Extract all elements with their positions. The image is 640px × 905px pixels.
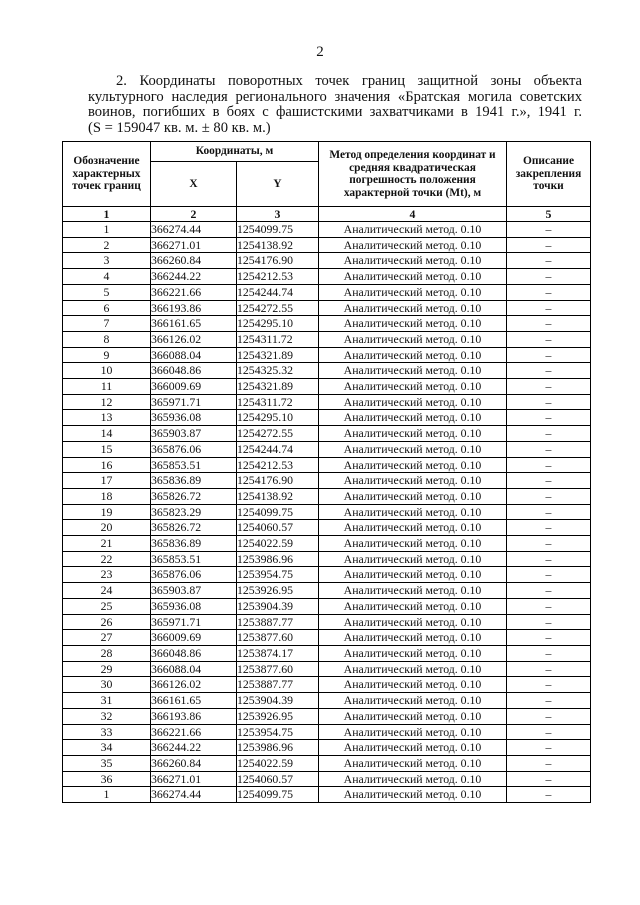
y-cell: 1254176.90 (237, 253, 319, 269)
y-cell: 1254311.72 (237, 394, 319, 410)
y-cell: 1253877.60 (237, 630, 319, 646)
x-cell: 366088.04 (151, 347, 237, 363)
method-cell: Аналитический метод. 0.10 (319, 284, 507, 300)
table-row (63, 551, 591, 567)
column-number: 4 (319, 207, 507, 222)
table-row (63, 426, 591, 442)
method-cell: Аналитический метод. 0.10 (319, 426, 507, 442)
table-row (63, 379, 591, 395)
point-cell: 16 (63, 457, 151, 473)
method-cell: Аналитический метод. 0.10 (319, 331, 507, 347)
table-row (63, 755, 591, 771)
point-cell: 17 (63, 473, 151, 489)
description-cell: – (507, 598, 591, 614)
x-cell: 366244.22 (151, 740, 237, 756)
description-cell: – (507, 347, 591, 363)
table-row (63, 740, 591, 756)
point-cell: 28 (63, 645, 151, 661)
description-cell: – (507, 614, 591, 630)
table-row (63, 300, 591, 316)
table-row (63, 645, 591, 661)
column-number: 2 (151, 207, 237, 222)
y-cell: 1253887.77 (237, 677, 319, 693)
x-cell: 365936.08 (151, 410, 237, 426)
description-cell: – (507, 331, 591, 347)
description-cell: – (507, 630, 591, 646)
x-cell: 365971.71 (151, 614, 237, 630)
y-cell: 1253904.39 (237, 693, 319, 709)
point-cell: 1 (63, 787, 151, 803)
y-cell: 1253877.60 (237, 661, 319, 677)
point-cell: 11 (63, 379, 151, 395)
point-cell: 24 (63, 583, 151, 599)
point-cell: 12 (63, 394, 151, 410)
table-row (63, 614, 591, 630)
description-cell: – (507, 237, 591, 253)
x-cell: 365936.08 (151, 598, 237, 614)
method-cell: Аналитический метод. 0.10 (319, 441, 507, 457)
y-cell: 1253926.95 (237, 583, 319, 599)
header-point: Обозначение характерных точек границ (63, 142, 151, 207)
point-cell: 23 (63, 567, 151, 583)
description-cell: – (507, 300, 591, 316)
point-cell: 27 (63, 630, 151, 646)
y-cell: 1254311.72 (237, 331, 319, 347)
method-cell: Аналитический метод. 0.10 (319, 551, 507, 567)
description-cell: – (507, 536, 591, 552)
heading-line-3: воинов, погибших в боях с фашистскими захватчиками в 1941 г.», 1941 г. (88, 104, 582, 120)
y-cell: 1254295.10 (237, 316, 319, 332)
table-row (63, 583, 591, 599)
y-cell: 1253954.75 (237, 724, 319, 740)
y-cell: 1253986.96 (237, 740, 319, 756)
method-cell: Аналитический метод. 0.10 (319, 583, 507, 599)
point-cell: 3 (63, 253, 151, 269)
method-cell: Аналитический метод. 0.10 (319, 253, 507, 269)
y-cell: 1253874.17 (237, 645, 319, 661)
method-cell: Аналитический метод. 0.10 (319, 693, 507, 709)
point-cell: 33 (63, 724, 151, 740)
header-x: X (151, 162, 237, 207)
description-cell: – (507, 661, 591, 677)
table-row (63, 708, 591, 724)
x-cell: 366274.44 (151, 787, 237, 803)
method-cell: Аналитический метод. 0.10 (319, 724, 507, 740)
description-cell: – (507, 708, 591, 724)
point-cell: 22 (63, 551, 151, 567)
x-cell: 366126.02 (151, 677, 237, 693)
header-coordinates: Координаты, м (151, 142, 319, 162)
y-cell: 1254212.53 (237, 269, 319, 285)
method-cell: Аналитический метод. 0.10 (319, 708, 507, 724)
x-cell: 366221.66 (151, 724, 237, 740)
method-cell: Аналитический метод. 0.10 (319, 520, 507, 536)
y-cell: 1254272.55 (237, 426, 319, 442)
y-cell: 1254295.10 (237, 410, 319, 426)
heading-line-1: 2. Координаты поворотных точек границ защитной зоны объекта (116, 73, 582, 89)
point-cell: 13 (63, 410, 151, 426)
table-row (63, 567, 591, 583)
column-number: 3 (237, 207, 319, 222)
table-row (63, 410, 591, 426)
table-row (63, 222, 591, 238)
x-cell: 366244.22 (151, 269, 237, 285)
point-cell: 36 (63, 771, 151, 787)
x-cell: 365836.89 (151, 536, 237, 552)
method-cell: Аналитический метод. 0.10 (319, 269, 507, 285)
table-row (63, 693, 591, 709)
x-cell: 365853.51 (151, 457, 237, 473)
page-number: 2 (316, 44, 324, 60)
point-cell: 6 (63, 300, 151, 316)
point-cell: 25 (63, 598, 151, 614)
x-cell: 366048.86 (151, 363, 237, 379)
y-cell: 1254138.92 (237, 237, 319, 253)
table-row (63, 630, 591, 646)
table-row (63, 536, 591, 552)
column-number: 1 (63, 207, 151, 222)
coordinates-table (62, 141, 591, 803)
table-row (63, 787, 591, 803)
y-cell: 1254099.75 (237, 504, 319, 520)
method-cell: Аналитический метод. 0.10 (319, 630, 507, 646)
method-cell: Аналитический метод. 0.10 (319, 614, 507, 630)
x-cell: 365971.71 (151, 394, 237, 410)
point-cell: 7 (63, 316, 151, 332)
y-cell: 1253887.77 (237, 614, 319, 630)
x-cell: 366274.44 (151, 222, 237, 238)
method-cell: Аналитический метод. 0.10 (319, 567, 507, 583)
heading-line-4: (S = 159047 кв. м. ± 80 кв. м.) (88, 119, 271, 136)
table-row (63, 284, 591, 300)
y-cell: 1254244.74 (237, 441, 319, 457)
description-cell: – (507, 771, 591, 787)
table-row (63, 237, 591, 253)
method-cell: Аналитический метод. 0.10 (319, 787, 507, 803)
description-cell: – (507, 316, 591, 332)
method-cell: Аналитический метод. 0.10 (319, 755, 507, 771)
header-y: Y (237, 162, 319, 207)
point-cell: 1 (63, 222, 151, 238)
y-cell: 1253986.96 (237, 551, 319, 567)
description-cell: – (507, 488, 591, 504)
point-cell: 32 (63, 708, 151, 724)
x-cell: 365823.29 (151, 504, 237, 520)
x-cell: 365826.72 (151, 520, 237, 536)
table-row (63, 331, 591, 347)
description-cell: – (507, 724, 591, 740)
y-cell: 1253904.39 (237, 598, 319, 614)
column-number: 5 (507, 207, 591, 222)
description-cell: – (507, 504, 591, 520)
point-cell: 14 (63, 426, 151, 442)
description-cell: – (507, 520, 591, 536)
x-cell: 365903.87 (151, 583, 237, 599)
y-cell: 1254321.89 (237, 379, 319, 395)
description-cell: – (507, 645, 591, 661)
table-row (63, 269, 591, 285)
method-cell: Аналитический метод. 0.10 (319, 488, 507, 504)
method-cell: Аналитический метод. 0.10 (319, 363, 507, 379)
point-cell: 29 (63, 661, 151, 677)
method-cell: Аналитический метод. 0.10 (319, 237, 507, 253)
method-cell: Аналитический метод. 0.10 (319, 740, 507, 756)
y-cell: 1253926.95 (237, 708, 319, 724)
description-cell: – (507, 473, 591, 489)
point-cell: 26 (63, 614, 151, 630)
table-row (63, 363, 591, 379)
table-row (63, 677, 591, 693)
description-cell: – (507, 457, 591, 473)
y-cell: 1254321.89 (237, 347, 319, 363)
table-row (63, 253, 591, 269)
method-cell: Аналитический метод. 0.10 (319, 457, 507, 473)
x-cell: 366009.69 (151, 630, 237, 646)
method-cell: Аналитический метод. 0.10 (319, 661, 507, 677)
method-cell: Аналитический метод. 0.10 (319, 347, 507, 363)
description-cell: – (507, 787, 591, 803)
y-cell: 1253954.75 (237, 567, 319, 583)
x-cell: 366260.84 (151, 253, 237, 269)
point-cell: 10 (63, 363, 151, 379)
table-row (63, 441, 591, 457)
point-cell: 4 (63, 269, 151, 285)
description-cell: – (507, 677, 591, 693)
point-cell: 19 (63, 504, 151, 520)
x-cell: 365836.89 (151, 473, 237, 489)
point-cell: 5 (63, 284, 151, 300)
description-cell: – (507, 441, 591, 457)
description-cell: – (507, 379, 591, 395)
header-method: Метод определения координат и средняя квадратическая погрешность положения характерной точки (Mt), м (319, 142, 507, 207)
method-cell: Аналитический метод. 0.10 (319, 394, 507, 410)
x-cell: 366161.65 (151, 316, 237, 332)
method-cell: Аналитический метод. 0.10 (319, 536, 507, 552)
point-cell: 18 (63, 488, 151, 504)
method-cell: Аналитический метод. 0.10 (319, 645, 507, 661)
point-cell: 2 (63, 237, 151, 253)
x-cell: 366126.02 (151, 331, 237, 347)
y-cell: 1254060.57 (237, 520, 319, 536)
y-cell: 1254022.59 (237, 755, 319, 771)
table-row (63, 771, 591, 787)
header-description: Описание закрепления точки (507, 142, 591, 207)
table-row (63, 473, 591, 489)
method-cell: Аналитический метод. 0.10 (319, 677, 507, 693)
section-heading (88, 74, 582, 136)
table-row (63, 488, 591, 504)
y-cell: 1254244.74 (237, 284, 319, 300)
x-cell: 366088.04 (151, 661, 237, 677)
y-cell: 1254099.75 (237, 787, 319, 803)
x-cell: 365876.06 (151, 441, 237, 457)
description-cell: – (507, 693, 591, 709)
table-row (63, 316, 591, 332)
description-cell: – (507, 410, 591, 426)
y-cell: 1254022.59 (237, 536, 319, 552)
method-cell: Аналитический метод. 0.10 (319, 316, 507, 332)
method-cell: Аналитический метод. 0.10 (319, 222, 507, 238)
point-cell: 31 (63, 693, 151, 709)
y-cell: 1254212.53 (237, 457, 319, 473)
x-cell: 366271.01 (151, 237, 237, 253)
x-cell: 365876.06 (151, 567, 237, 583)
y-cell: 1254176.90 (237, 473, 319, 489)
point-cell: 21 (63, 536, 151, 552)
x-cell: 366009.69 (151, 379, 237, 395)
method-cell: Аналитический метод. 0.10 (319, 473, 507, 489)
table-row (63, 394, 591, 410)
x-cell: 365853.51 (151, 551, 237, 567)
description-cell: – (507, 755, 591, 771)
method-cell: Аналитический метод. 0.10 (319, 598, 507, 614)
description-cell: – (507, 740, 591, 756)
method-cell: Аналитический метод. 0.10 (319, 410, 507, 426)
table-row (63, 457, 591, 473)
table-row (63, 598, 591, 614)
method-cell: Аналитический метод. 0.10 (319, 300, 507, 316)
table-body (63, 222, 591, 803)
description-cell: – (507, 222, 591, 238)
x-cell: 366271.01 (151, 771, 237, 787)
y-cell: 1254325.32 (237, 363, 319, 379)
x-cell: 365826.72 (151, 488, 237, 504)
y-cell: 1254060.57 (237, 771, 319, 787)
description-cell: – (507, 551, 591, 567)
table-row (63, 520, 591, 536)
method-cell: Аналитический метод. 0.10 (319, 504, 507, 520)
x-cell: 366048.86 (151, 645, 237, 661)
y-cell: 1254272.55 (237, 300, 319, 316)
point-cell: 30 (63, 677, 151, 693)
table-row (63, 504, 591, 520)
description-cell: – (507, 567, 591, 583)
column-numbers-row (63, 207, 591, 222)
x-cell: 366260.84 (151, 755, 237, 771)
table-row (63, 661, 591, 677)
point-cell: 35 (63, 755, 151, 771)
x-cell: 365903.87 (151, 426, 237, 442)
point-cell: 15 (63, 441, 151, 457)
y-cell: 1254138.92 (237, 488, 319, 504)
description-cell: – (507, 363, 591, 379)
method-cell: Аналитический метод. 0.10 (319, 771, 507, 787)
description-cell: – (507, 253, 591, 269)
description-cell: – (507, 284, 591, 300)
description-cell: – (507, 426, 591, 442)
point-cell: 34 (63, 740, 151, 756)
x-cell: 366161.65 (151, 693, 237, 709)
x-cell: 366221.66 (151, 284, 237, 300)
heading-line-2: культурного наследия регионального значения «Братская могила советских (88, 88, 582, 105)
point-cell: 8 (63, 331, 151, 347)
y-cell: 1254099.75 (237, 222, 319, 238)
x-cell: 366193.86 (151, 708, 237, 724)
description-cell: – (507, 583, 591, 599)
table-row (63, 347, 591, 363)
description-cell: – (507, 269, 591, 285)
point-cell: 9 (63, 347, 151, 363)
point-cell: 20 (63, 520, 151, 536)
x-cell: 366193.86 (151, 300, 237, 316)
table-row (63, 724, 591, 740)
description-cell: – (507, 394, 591, 410)
method-cell: Аналитический метод. 0.10 (319, 379, 507, 395)
